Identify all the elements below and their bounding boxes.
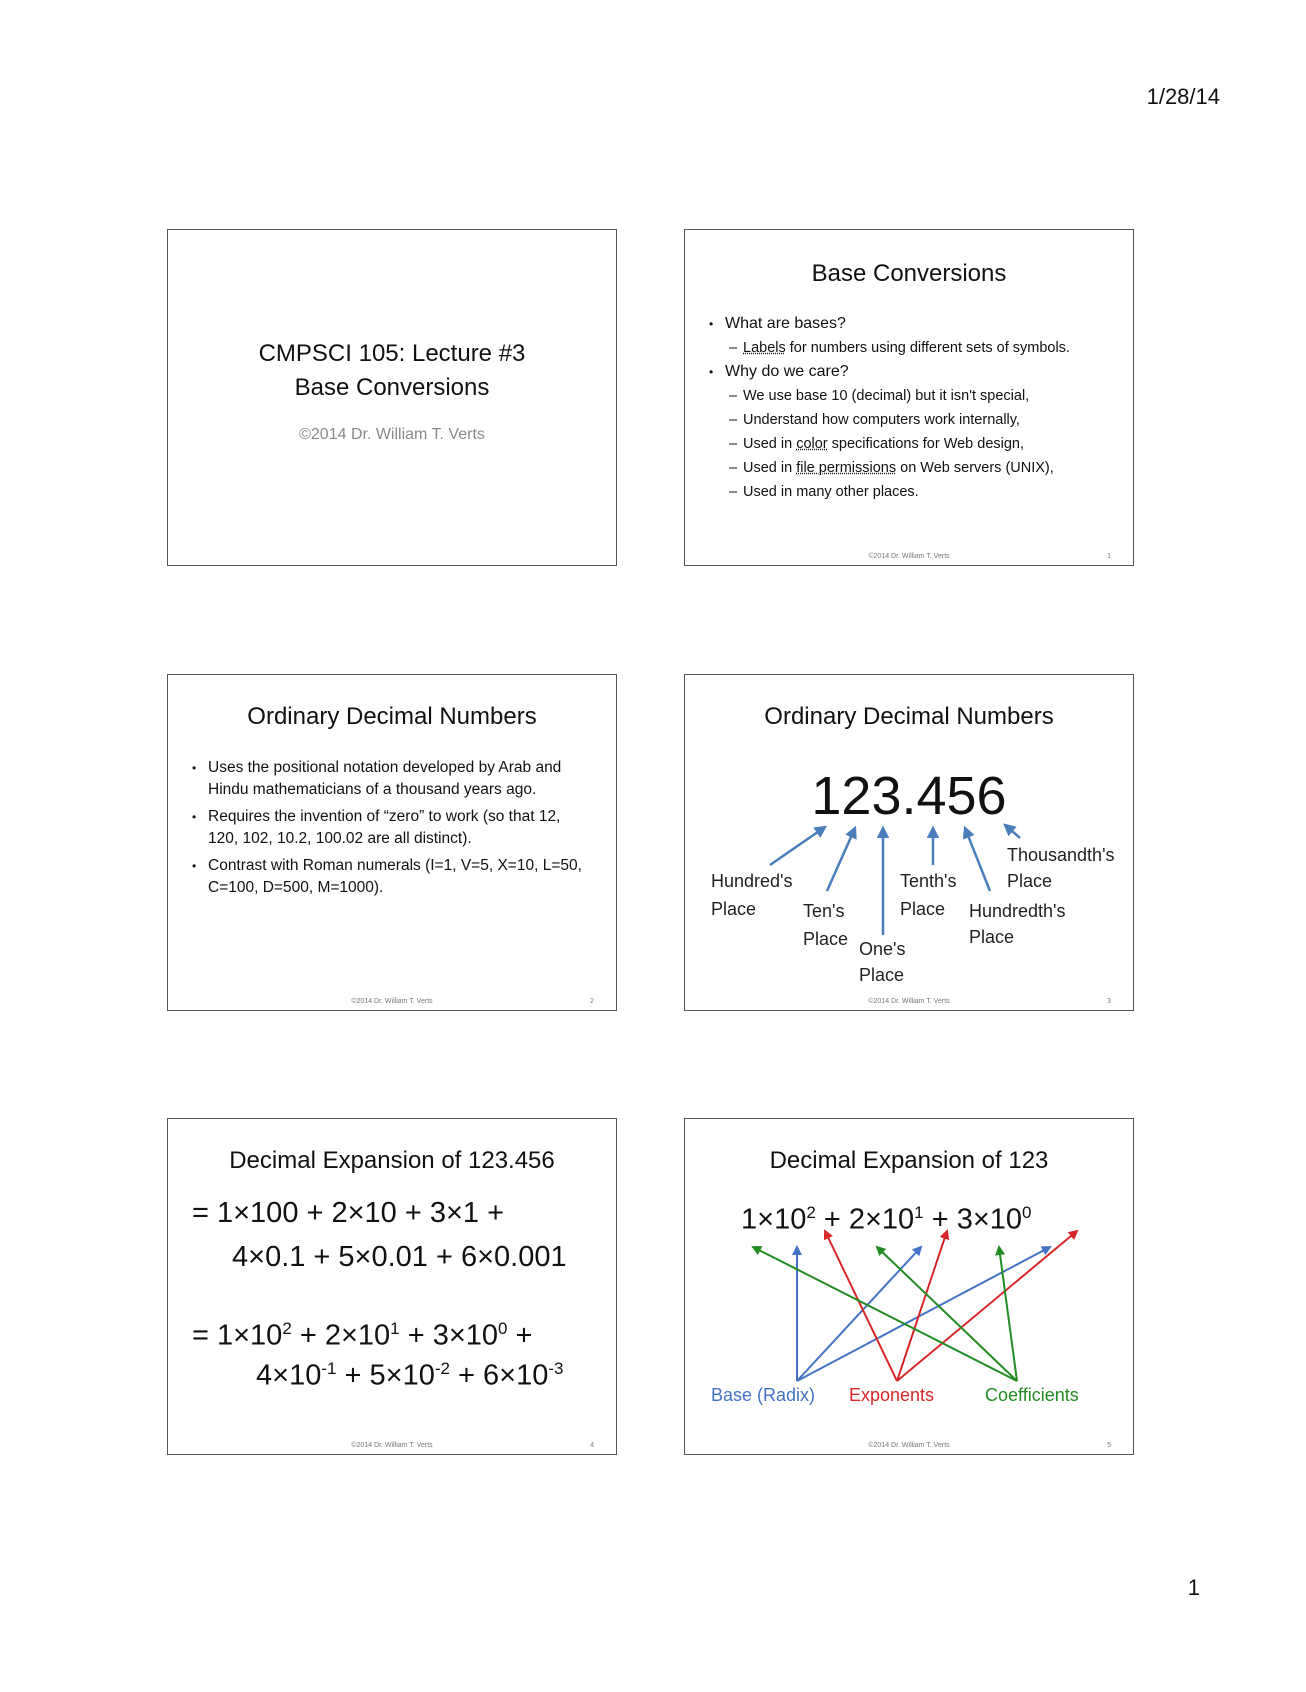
arrow-hundredths — [965, 828, 990, 891]
eq-exponent: 2 — [806, 1203, 816, 1222]
sub-bullet-item — [707, 432, 1127, 456]
arrow-hundreds — [770, 827, 825, 865]
sub-bullet-item — [707, 336, 1127, 360]
lecture-title: CMPSCI 105: Lecture #3 — [258, 340, 526, 367]
slide-title: Base Conversions — [811, 260, 1007, 287]
eq-exponent: 1 — [914, 1203, 924, 1222]
expansion-line-2: 4×0.1 + 5×0.01 + 6×0.001 — [232, 1241, 567, 1273]
label-ones: One's — [859, 939, 906, 959]
color-link: color — [796, 436, 828, 452]
footer-copyright: ©2014 Dr. William T. Verts — [351, 998, 433, 1005]
lecture-subtitle: Base Conversions — [294, 374, 490, 401]
eq-term: 1×10 — [741, 1203, 807, 1236]
label-hundreds-place: Place — [711, 899, 757, 919]
label-tens-place: Place — [803, 929, 849, 949]
sub-bullet-text: Used in — [743, 460, 797, 476]
decimal-number: 123.456 — [811, 766, 1007, 826]
footer-copyright: ©2014 Dr. William T. Verts — [868, 553, 950, 560]
eq-term: 4×10 — [256, 1359, 322, 1392]
bullet-item: • Why do we care? — [707, 360, 1127, 384]
bullet-item: • Contrast with Roman numerals (I=1, V=5, X=10, L=50, C=100, D=500, M=1000). — [190, 855, 590, 899]
slide-number: 1 — [1107, 553, 1111, 560]
bullet-item: • Uses the positional notation developed by Arab and Hindu mathematicians of a thousand years ago. — [190, 757, 590, 801]
eq-term: + 5×10 — [336, 1359, 435, 1392]
eq-term: + 3×10 — [399, 1319, 499, 1352]
sub-bullet-item: – Used in many other places. — [707, 480, 1127, 504]
arrow-tens — [827, 828, 855, 891]
eq-term: + — [507, 1319, 533, 1352]
base-arrows — [797, 1247, 1050, 1381]
eq-exponent: 2 — [282, 1319, 292, 1338]
sub-bullet-item: – We use base 10 (decimal) but it isn't special, — [707, 384, 1127, 408]
arrow-thousandths — [1005, 825, 1020, 838]
slide-ordinary-decimal-text — [167, 674, 617, 1011]
coefficients-label: Coefficients — [985, 1385, 1079, 1405]
sub-bullet-text: specifications for Web design, — [827, 436, 1025, 452]
page-number: 1 — [1187, 1575, 1200, 1600]
exponents-label: Exponents — [849, 1385, 935, 1405]
expansion-line-1: = 1×100 + 2×10 + 3×1 + — [192, 1197, 505, 1229]
label-ones-place: Place — [859, 965, 905, 985]
place-value-arrows — [685, 675, 1134, 1011]
eq-exponent: 0 — [1022, 1203, 1032, 1222]
sub-bullet-item — [707, 456, 1127, 480]
sub-bullet-text: for numbers using different sets of symbols. — [785, 340, 1070, 356]
slide-ordinary-decimal-diagram — [684, 674, 1134, 1011]
eq-term: + 3×10 — [923, 1203, 1023, 1236]
slide-number: 3 — [1107, 998, 1111, 1005]
slide-title: Decimal Expansion of 123.456 — [229, 1147, 555, 1174]
bullet-item: • Requires the invention of “zero” to work (so that 12, 120, 102, 10.2, 100.02 are all distinct). — [190, 806, 590, 850]
slide-title-card — [167, 229, 617, 566]
footer-copyright: ©2014 Dr. William T. Verts — [868, 998, 950, 1005]
slide-title: Ordinary Decimal Numbers — [247, 703, 537, 730]
label-thousandths-place: Place — [1007, 871, 1053, 891]
eq-exponent: -3 — [548, 1359, 564, 1378]
slide-number: 4 — [590, 1442, 594, 1449]
slide-decimal-expansion-123 — [684, 1118, 1134, 1455]
page-date: 1/28/14 — [1146, 84, 1220, 109]
eq-term: + 2×10 — [291, 1319, 391, 1352]
label-hundreds: Hundred's — [711, 871, 793, 891]
eq-term: + 6×10 — [449, 1359, 549, 1392]
sub-bullet-text: Used in — [743, 436, 797, 452]
label-hundredths: Hundredth's — [969, 901, 1066, 921]
eq-term: = 1×10 — [192, 1319, 283, 1352]
label-tenths: Tenth's — [900, 871, 957, 891]
bullet-list — [707, 312, 1127, 504]
eq-exponent: -1 — [321, 1359, 337, 1378]
eq-exponent: 0 — [498, 1319, 508, 1338]
slide-base-conversions — [684, 229, 1134, 566]
file-permissions-link: file permissions — [796, 460, 897, 476]
base-radix-label: Base (Radix) — [711, 1385, 816, 1405]
slide-decimal-expansion-123456 — [167, 1118, 617, 1455]
expansion-line-4 — [256, 1359, 563, 1393]
eq-exponent: 1 — [390, 1319, 400, 1338]
slide-title: Decimal Expansion of 123 — [769, 1147, 1049, 1174]
label-tenths-place: Place — [900, 899, 946, 919]
labels-link: Labels — [743, 340, 786, 356]
sub-bullet-text: on Web servers (UNIX), — [896, 460, 1054, 476]
eq-term: + 2×10 — [815, 1203, 915, 1236]
slide-title: Ordinary Decimal Numbers — [764, 703, 1054, 730]
footer-copyright: ©2014 Dr. William T. Verts — [351, 1442, 433, 1449]
slide-number: 2 — [590, 998, 594, 1005]
label-thousandths: Thousandth's — [1007, 845, 1115, 865]
footer-copyright: ©2014 Dr. William T. Verts — [868, 1442, 950, 1449]
expansion-line-3 — [192, 1319, 532, 1353]
slide-number: 5 — [1107, 1442, 1111, 1449]
sub-bullet-item: – Understand how computers work internally, — [707, 408, 1127, 432]
copyright-text: ©2014 Dr. William T. Verts — [299, 426, 485, 443]
bullet-list — [190, 757, 590, 899]
label-tens: Ten's — [803, 901, 845, 921]
eq-exponent: -2 — [434, 1359, 450, 1378]
label-hundredths-place: Place — [969, 927, 1015, 947]
bullet-item: • What are bases? — [707, 312, 1127, 336]
